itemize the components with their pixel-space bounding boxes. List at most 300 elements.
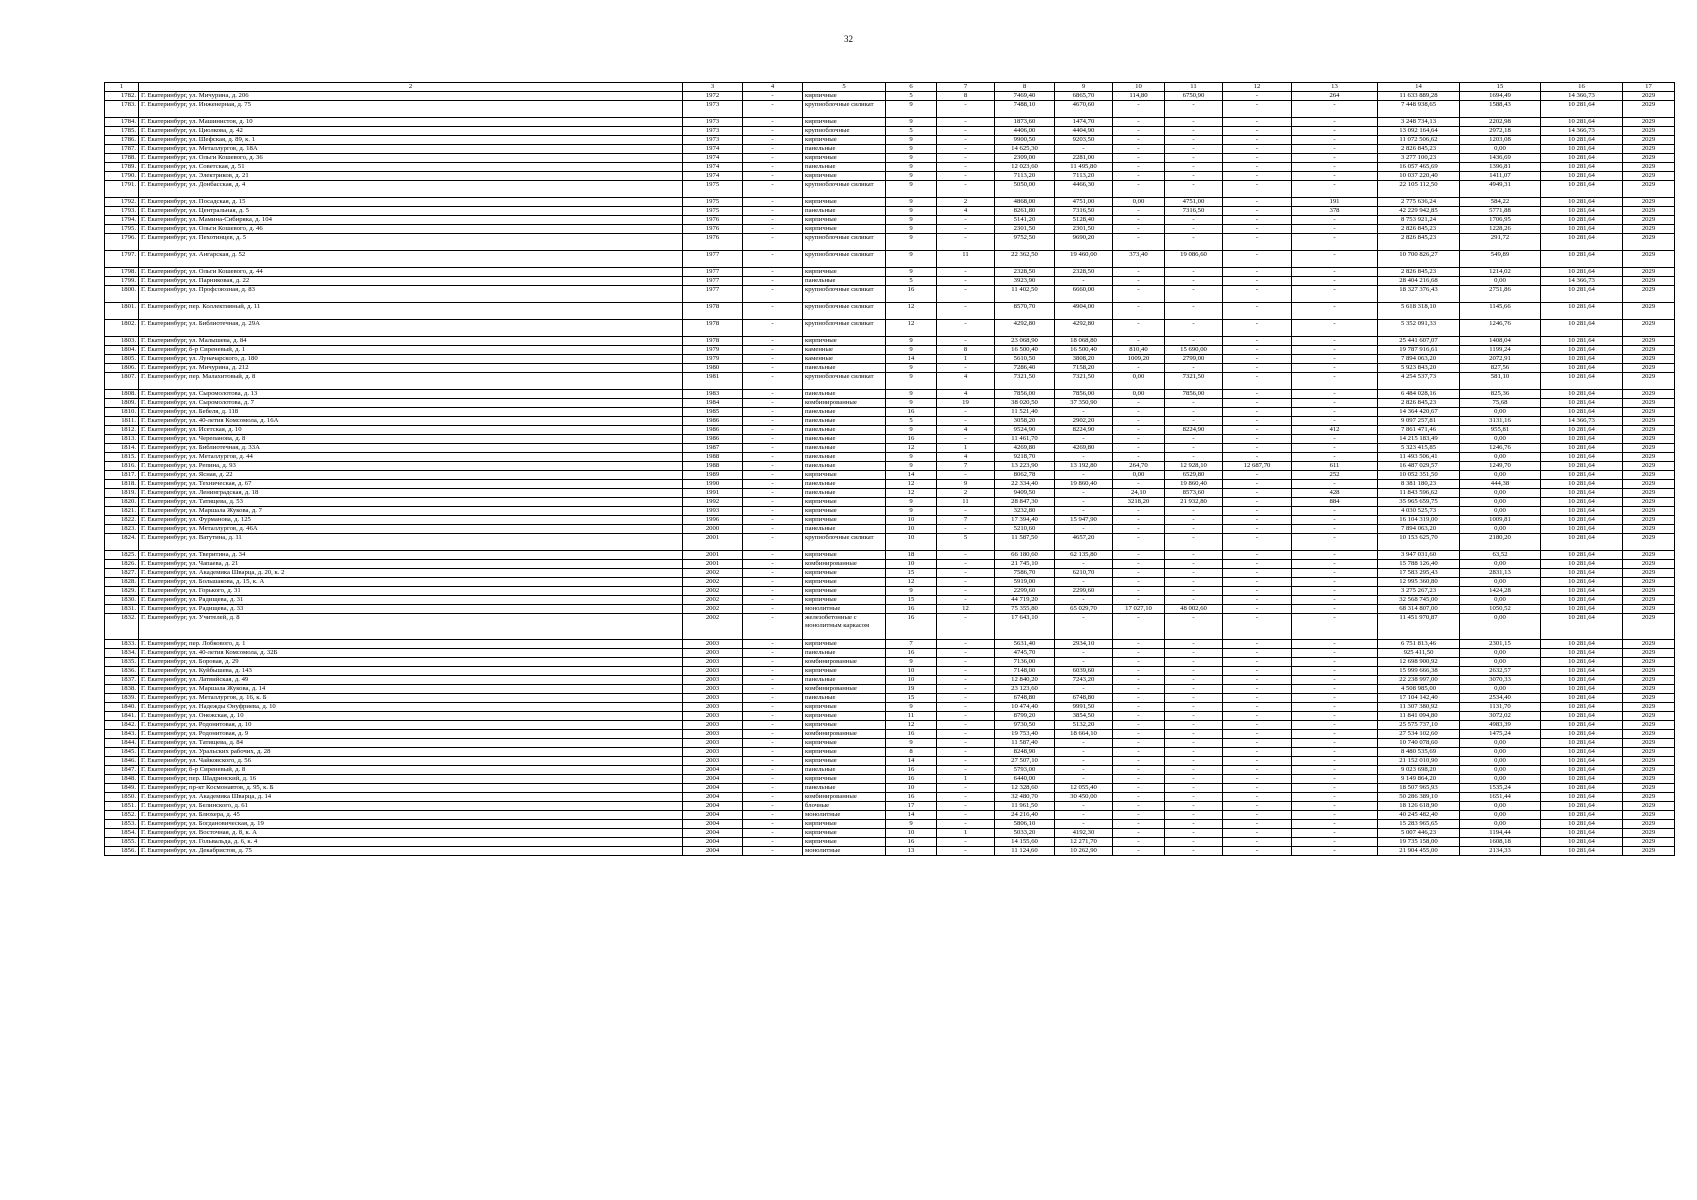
- table-cell: 1844.: [105, 739, 139, 748]
- table-cell: 10 281,64: [1541, 838, 1623, 847]
- table-cell: -: [1223, 216, 1292, 225]
- column-header: 1: [105, 83, 139, 92]
- table-row: [105, 480, 1675, 489]
- table-cell: 19 860,40: [1055, 480, 1113, 489]
- table-cell: -: [937, 721, 995, 730]
- table-cell: -: [1165, 216, 1223, 225]
- table-cell: кирпичные: [803, 703, 886, 712]
- table-cell: 40 245 482,40: [1378, 811, 1460, 820]
- table-cell: 10 281,64: [1541, 569, 1623, 578]
- table-cell: -: [1055, 578, 1113, 587]
- table-cell: -: [1113, 667, 1165, 676]
- table-cell: 2029: [1623, 198, 1675, 207]
- table-cell: панельные: [803, 277, 886, 286]
- table-cell: 1837.: [105, 676, 139, 685]
- table-cell: -: [1165, 516, 1223, 525]
- table-cell: 0,00: [1460, 471, 1541, 480]
- table-cell: 2029: [1623, 251, 1675, 268]
- table-cell: 1818.: [105, 480, 139, 489]
- table-cell: Г. Екатеринбург, ул. Черепанова, д. 8: [139, 435, 683, 444]
- table-cell: -: [1223, 435, 1292, 444]
- table-cell: Г. Екатеринбург, ул. Металлургов, д. 18А: [139, 145, 683, 154]
- table-cell: -: [1223, 337, 1292, 346]
- table-cell: 581,10: [1460, 373, 1541, 390]
- table-cell: 5 352 091,33: [1378, 320, 1460, 337]
- table-cell: 21 932,80: [1165, 498, 1223, 507]
- table-cell: -: [1223, 390, 1292, 399]
- table-cell: 1977: [683, 268, 743, 277]
- table-cell: панельные: [803, 480, 886, 489]
- table-cell: 9: [886, 216, 937, 225]
- table-cell: 8799,20: [995, 712, 1055, 721]
- table-cell: -: [1223, 712, 1292, 721]
- table-cell: -: [1165, 453, 1223, 462]
- table-cell: -: [1055, 658, 1113, 667]
- table-cell: кирпичные: [803, 578, 886, 587]
- table-cell: 2004: [683, 766, 743, 775]
- table-cell: -: [1165, 337, 1223, 346]
- table-cell: 2281,00: [1055, 154, 1113, 163]
- table-cell: -: [937, 154, 995, 163]
- table-cell: 1832.: [105, 614, 139, 640]
- table-row: [105, 417, 1675, 426]
- table-cell: Г. Екатеринбург, б-р Сиреневый, д. 1: [139, 346, 683, 355]
- table-cell: 1835.: [105, 658, 139, 667]
- table-cell: -: [1223, 127, 1292, 136]
- table-cell: -: [1165, 551, 1223, 560]
- table-cell: 28 847,30: [995, 498, 1055, 507]
- table-row: [105, 784, 1675, 793]
- table-cell: -: [937, 587, 995, 596]
- table-cell: 7286,40: [995, 364, 1055, 373]
- table-cell: кирпичные: [803, 516, 886, 525]
- table-row: [105, 453, 1675, 462]
- table-cell: 412: [1292, 426, 1378, 435]
- table-cell: 10 281,64: [1541, 101, 1623, 118]
- table-cell: -: [1223, 198, 1292, 207]
- table-cell: 10 281,64: [1541, 516, 1623, 525]
- table-row: [105, 216, 1675, 225]
- table-cell: 15 788 126,40: [1378, 560, 1460, 569]
- table-cell: -: [743, 847, 803, 856]
- table-cell: 2004: [683, 793, 743, 802]
- table-cell: 10 281,64: [1541, 489, 1623, 498]
- table-cell: -: [937, 712, 995, 721]
- table-row: [105, 320, 1675, 337]
- table-cell: 0,00: [1460, 408, 1541, 417]
- table-cell: 27 507,10: [995, 757, 1055, 766]
- table-cell: -: [1165, 101, 1223, 118]
- table-cell: 1810.: [105, 408, 139, 417]
- table-cell: -: [743, 471, 803, 480]
- table-row: [105, 172, 1675, 181]
- table-cell: 5919,00: [995, 578, 1055, 587]
- table-cell: -: [1165, 320, 1223, 337]
- table-cell: -: [1165, 399, 1223, 408]
- table-cell: 12: [886, 578, 937, 587]
- table-cell: -: [1113, 569, 1165, 578]
- table-cell: 2004: [683, 811, 743, 820]
- table-cell: Г. Екатеринбург, ул. Ясная, д. 22: [139, 471, 683, 480]
- table-cell: Г. Екатеринбург, ул. Мамина-Сибиряка, д. 104: [139, 216, 683, 225]
- table-cell: Г. Екатеринбург, ул. Богдановическая, д. 19: [139, 820, 683, 829]
- table-cell: монолитные: [803, 847, 886, 856]
- table-cell: 0,00: [1460, 802, 1541, 811]
- table-cell: 7148,00: [995, 667, 1055, 676]
- table-row: [105, 489, 1675, 498]
- table-cell: 23 123,60: [995, 685, 1055, 694]
- table-cell: 5 007 446,23: [1378, 829, 1460, 838]
- table-cell: панельные: [803, 145, 886, 154]
- table-cell: 1806.: [105, 364, 139, 373]
- table-cell: 10 281,64: [1541, 198, 1623, 207]
- table-cell: 13: [886, 847, 937, 856]
- table-cell: панельные: [803, 525, 886, 534]
- table-cell: -: [937, 676, 995, 685]
- table-cell: 10 281,64: [1541, 784, 1623, 793]
- table-cell: 1787.: [105, 145, 139, 154]
- table-cell: -: [1165, 676, 1223, 685]
- table-cell: 22 334,40: [995, 480, 1055, 489]
- table-cell: 5793,00: [995, 766, 1055, 775]
- table-cell: 10 281,64: [1541, 145, 1623, 154]
- table-cell: -: [1292, 320, 1378, 337]
- table-row: [105, 730, 1675, 739]
- table-cell: кирпичные: [803, 551, 886, 560]
- table-cell: 4 508 985,00: [1378, 685, 1460, 694]
- table-cell: -: [937, 417, 995, 426]
- table-cell: -: [1223, 507, 1292, 516]
- table-cell: 9: [886, 207, 937, 216]
- table-cell: -: [1113, 551, 1165, 560]
- table-cell: -: [743, 605, 803, 614]
- table-cell: Г. Екатеринбург, ул. Мичурина, д. 206: [139, 92, 683, 101]
- table-cell: -: [1292, 757, 1378, 766]
- table-cell: 10 281,64: [1541, 766, 1623, 775]
- table-cell: 10 281,64: [1541, 730, 1623, 739]
- table-cell: 12 687,70: [1223, 462, 1292, 471]
- table-cell: -: [1113, 453, 1165, 462]
- table-cell: -: [1113, 560, 1165, 569]
- table-cell: 7469,40: [995, 92, 1055, 101]
- table-cell: 884: [1292, 498, 1378, 507]
- table-cell: 2029: [1623, 587, 1675, 596]
- table-row: [105, 303, 1675, 320]
- table-cell: 10 281,64: [1541, 685, 1623, 694]
- table-cell: 2029: [1623, 346, 1675, 355]
- table-cell: -: [743, 101, 803, 118]
- table-cell: Г. Екатеринбург, ул. Чапаева, д. 21: [139, 560, 683, 569]
- table-cell: 8 480 535,69: [1378, 748, 1460, 757]
- table-cell: 428: [1292, 489, 1378, 498]
- table-cell: -: [1165, 775, 1223, 784]
- table-cell: 10 281,64: [1541, 268, 1623, 277]
- table-cell: -: [937, 802, 995, 811]
- table-cell: 17 104 142,40: [1378, 694, 1460, 703]
- table-cell: 1694,49: [1460, 92, 1541, 101]
- table-cell: 2029: [1623, 676, 1675, 685]
- table-row: [105, 154, 1675, 163]
- table-cell: 2328,50: [995, 268, 1055, 277]
- table-cell: 14 625,30: [995, 145, 1055, 154]
- table-cell: -: [1223, 551, 1292, 560]
- table-cell: 9752,50: [995, 234, 1055, 251]
- table-cell: кирпичные: [803, 569, 886, 578]
- table-cell: 10 281,64: [1541, 847, 1623, 856]
- table-row: [105, 507, 1675, 516]
- table-cell: 15: [886, 569, 937, 578]
- table-cell: -: [1292, 286, 1378, 303]
- table-cell: 10 281,64: [1541, 739, 1623, 748]
- table-cell: 825,36: [1460, 390, 1541, 399]
- table-cell: 2029: [1623, 775, 1675, 784]
- table-cell: 1825.: [105, 551, 139, 560]
- table-cell: 10 281,64: [1541, 435, 1623, 444]
- table-cell: 5050,00: [995, 181, 1055, 198]
- table-cell: 1987: [683, 444, 743, 453]
- table-row: [105, 525, 1675, 534]
- table-cell: -: [1292, 154, 1378, 163]
- table-cell: 16: [886, 605, 937, 614]
- table-cell: 9991,50: [1055, 703, 1113, 712]
- table-cell: 7113,20: [1055, 172, 1113, 181]
- table-cell: -: [1292, 216, 1378, 225]
- table-cell: -: [1113, 480, 1165, 489]
- table-cell: 264,70: [1113, 462, 1165, 471]
- table-cell: -: [743, 569, 803, 578]
- table-cell: 2029: [1623, 127, 1675, 136]
- table-cell: -: [1113, 101, 1165, 118]
- table-cell: 2301,15: [1460, 640, 1541, 649]
- table-cell: 16: [886, 408, 937, 417]
- table-cell: -: [1292, 649, 1378, 658]
- table-cell: 14: [886, 471, 937, 480]
- table-cell: 37 350,90: [1055, 399, 1113, 408]
- table-cell: 264: [1292, 92, 1378, 101]
- table-cell: комбинированные: [803, 685, 886, 694]
- table-row: [105, 820, 1675, 829]
- table-cell: 2004: [683, 775, 743, 784]
- table-cell: 2: [937, 198, 995, 207]
- table-cell: 2029: [1623, 649, 1675, 658]
- table-row: [105, 268, 1675, 277]
- table-cell: -: [743, 820, 803, 829]
- table-cell: -: [1113, 145, 1165, 154]
- table-cell: -: [1223, 560, 1292, 569]
- table-cell: 32 480,70: [995, 793, 1055, 802]
- table-cell: -: [743, 480, 803, 489]
- table-cell: -: [1113, 426, 1165, 435]
- table-cell: Г. Екатеринбург, ул. Электриков, д. 21: [139, 172, 683, 181]
- table-cell: -: [1223, 667, 1292, 676]
- table-cell: 2004: [683, 802, 743, 811]
- table-row: [105, 847, 1675, 856]
- table-cell: 9: [886, 820, 937, 829]
- table-cell: 1983: [683, 390, 743, 399]
- table-cell: 5631,40: [995, 640, 1055, 649]
- table-cell: монолитные: [803, 605, 886, 614]
- table-cell: 2 826 845,23: [1378, 145, 1460, 154]
- table-cell: -: [1055, 820, 1113, 829]
- table-cell: -: [1292, 712, 1378, 721]
- table-cell: 16 487 029,57: [1378, 462, 1460, 471]
- table-cell: 19 787 916,61: [1378, 346, 1460, 355]
- table-cell: 10 281,64: [1541, 820, 1623, 829]
- table-cell: -: [1223, 136, 1292, 145]
- table-cell: 19: [886, 685, 937, 694]
- table-cell: 1436,69: [1460, 154, 1541, 163]
- table-cell: -: [1292, 399, 1378, 408]
- table-cell: -: [1055, 649, 1113, 658]
- table-cell: Г. Екатеринбург, ул. Луначарского, д. 180: [139, 355, 683, 364]
- table-cell: Г. Екатеринбург, ул. Фурманова, д. 125: [139, 516, 683, 525]
- table-cell: -: [1223, 587, 1292, 596]
- table-cell: -: [1113, 757, 1165, 766]
- table-cell: 2934,10: [1055, 640, 1113, 649]
- table-cell: 18: [886, 551, 937, 560]
- table-cell: 10: [886, 534, 937, 551]
- table-cell: Г. Екатеринбург, ул. Машинистов, д. 10: [139, 118, 683, 127]
- table-cell: -: [743, 172, 803, 181]
- table-cell: кирпичные: [803, 172, 886, 181]
- table-cell: -: [1165, 277, 1223, 286]
- table-cell: 15 999 666,38: [1378, 667, 1460, 676]
- table-row: [105, 811, 1675, 820]
- table-cell: -: [1113, 802, 1165, 811]
- table-cell: 16: [886, 775, 937, 784]
- table-cell: 1979: [683, 355, 743, 364]
- table-cell: 1804.: [105, 346, 139, 355]
- table-cell: панельные: [803, 408, 886, 417]
- table-cell: -: [1113, 277, 1165, 286]
- table-cell: 7: [937, 462, 995, 471]
- table-cell: Г. Екатеринбург, ул. Латвийская, д. 49: [139, 676, 683, 685]
- table-cell: 1826.: [105, 560, 139, 569]
- table-cell: -: [743, 525, 803, 534]
- table-cell: 4269,80: [1055, 444, 1113, 453]
- table-cell: -: [1223, 676, 1292, 685]
- table-cell: -: [1292, 667, 1378, 676]
- table-header: [105, 83, 1675, 92]
- table-cell: 1984: [683, 399, 743, 408]
- table-cell: 1839.: [105, 694, 139, 703]
- table-row: [105, 766, 1675, 775]
- table-cell: 4406,00: [995, 127, 1055, 136]
- table-cell: -: [743, 748, 803, 757]
- table-row: [105, 346, 1675, 355]
- table-cell: 2029: [1623, 596, 1675, 605]
- table-cell: -: [1292, 355, 1378, 364]
- table-cell: -: [1055, 145, 1113, 154]
- table-cell: панельные: [803, 207, 886, 216]
- table-cell: 7586,70: [995, 569, 1055, 578]
- table-cell: 0,00: [1460, 739, 1541, 748]
- table-cell: 9: [886, 101, 937, 118]
- table-cell: -: [743, 757, 803, 766]
- table-cell: 3854,50: [1055, 712, 1113, 721]
- table-cell: -: [1223, 658, 1292, 667]
- table-cell: 6750,90: [1165, 92, 1223, 101]
- table-cell: -: [1165, 640, 1223, 649]
- table-cell: 2029: [1623, 793, 1675, 802]
- table-cell: -: [743, 127, 803, 136]
- table-cell: 9: [937, 480, 995, 489]
- table-cell: -: [1223, 596, 1292, 605]
- table-cell: -: [937, 118, 995, 127]
- table-cell: 12 271,70: [1055, 838, 1113, 847]
- table-cell: Г. Екатеринбург, ул. Парниковая, д. 22: [139, 277, 683, 286]
- table-cell: -: [1223, 364, 1292, 373]
- table-cell: кирпичные: [803, 587, 886, 596]
- table-cell: -: [1292, 390, 1378, 399]
- table-cell: -: [1223, 320, 1292, 337]
- table-cell: 1973: [683, 136, 743, 145]
- table-cell: Г. Екатеринбург, ул. Онежская, д. 10: [139, 712, 683, 721]
- table-cell: 2301,50: [1055, 225, 1113, 234]
- table-cell: -: [1292, 766, 1378, 775]
- table-cell: 191: [1292, 198, 1378, 207]
- table-cell: 11 124,60: [995, 847, 1055, 856]
- table-cell: 5: [886, 92, 937, 101]
- table-cell: 4269,80: [995, 444, 1055, 453]
- table-cell: 2299,60: [995, 587, 1055, 596]
- column-header: 2: [139, 83, 683, 92]
- table-cell: -: [1165, 838, 1223, 847]
- table-cell: 1814.: [105, 444, 139, 453]
- table-cell: -: [1223, 480, 1292, 489]
- table-cell: -: [937, 303, 995, 320]
- table-cell: Г. Екатеринбург, ул. Ольги Кошевого, д. 36: [139, 154, 683, 163]
- table-cell: 5: [886, 127, 937, 136]
- table-cell: Г. Екатеринбург, ул. Шефская, д. 89, к. 1: [139, 136, 683, 145]
- table-cell: 827,56: [1460, 364, 1541, 373]
- table-cell: 7316,50: [1165, 207, 1223, 216]
- table-cell: 12: [886, 444, 937, 453]
- table-cell: -: [1113, 286, 1165, 303]
- table-cell: 1801.: [105, 303, 139, 320]
- table-cell: 1807.: [105, 373, 139, 390]
- table-cell: 75,68: [1460, 399, 1541, 408]
- table-cell: 2029: [1623, 694, 1675, 703]
- table-cell: -: [1292, 277, 1378, 286]
- table-cell: -: [1292, 784, 1378, 793]
- table-cell: кирпичные: [803, 775, 886, 784]
- table-cell: 2 826 845,23: [1378, 268, 1460, 277]
- table-cell: 10 281,64: [1541, 525, 1623, 534]
- table-cell: -: [1223, 721, 1292, 730]
- table-cell: 5141,20: [995, 216, 1055, 225]
- table-row: [105, 444, 1675, 453]
- table-cell: -: [1223, 685, 1292, 694]
- table-cell: -: [743, 730, 803, 739]
- table-row: [105, 286, 1675, 303]
- table-cell: 2029: [1623, 516, 1675, 525]
- table-cell: 11 495,80: [1055, 163, 1113, 172]
- table-cell: -: [937, 225, 995, 234]
- table-cell: 7: [937, 516, 995, 525]
- table-cell: -: [1292, 145, 1378, 154]
- table-row: [105, 118, 1675, 127]
- table-cell: -: [1292, 721, 1378, 730]
- table-cell: 0,00: [1460, 658, 1541, 667]
- table-cell: 7856,00: [1055, 390, 1113, 399]
- table-cell: 3 248 734,13: [1378, 118, 1460, 127]
- table-cell: -: [1165, 820, 1223, 829]
- table-cell: 10 281,64: [1541, 802, 1623, 811]
- table-cell: 2029: [1623, 811, 1675, 820]
- table-cell: -: [937, 847, 995, 856]
- table-cell: 9: [886, 703, 937, 712]
